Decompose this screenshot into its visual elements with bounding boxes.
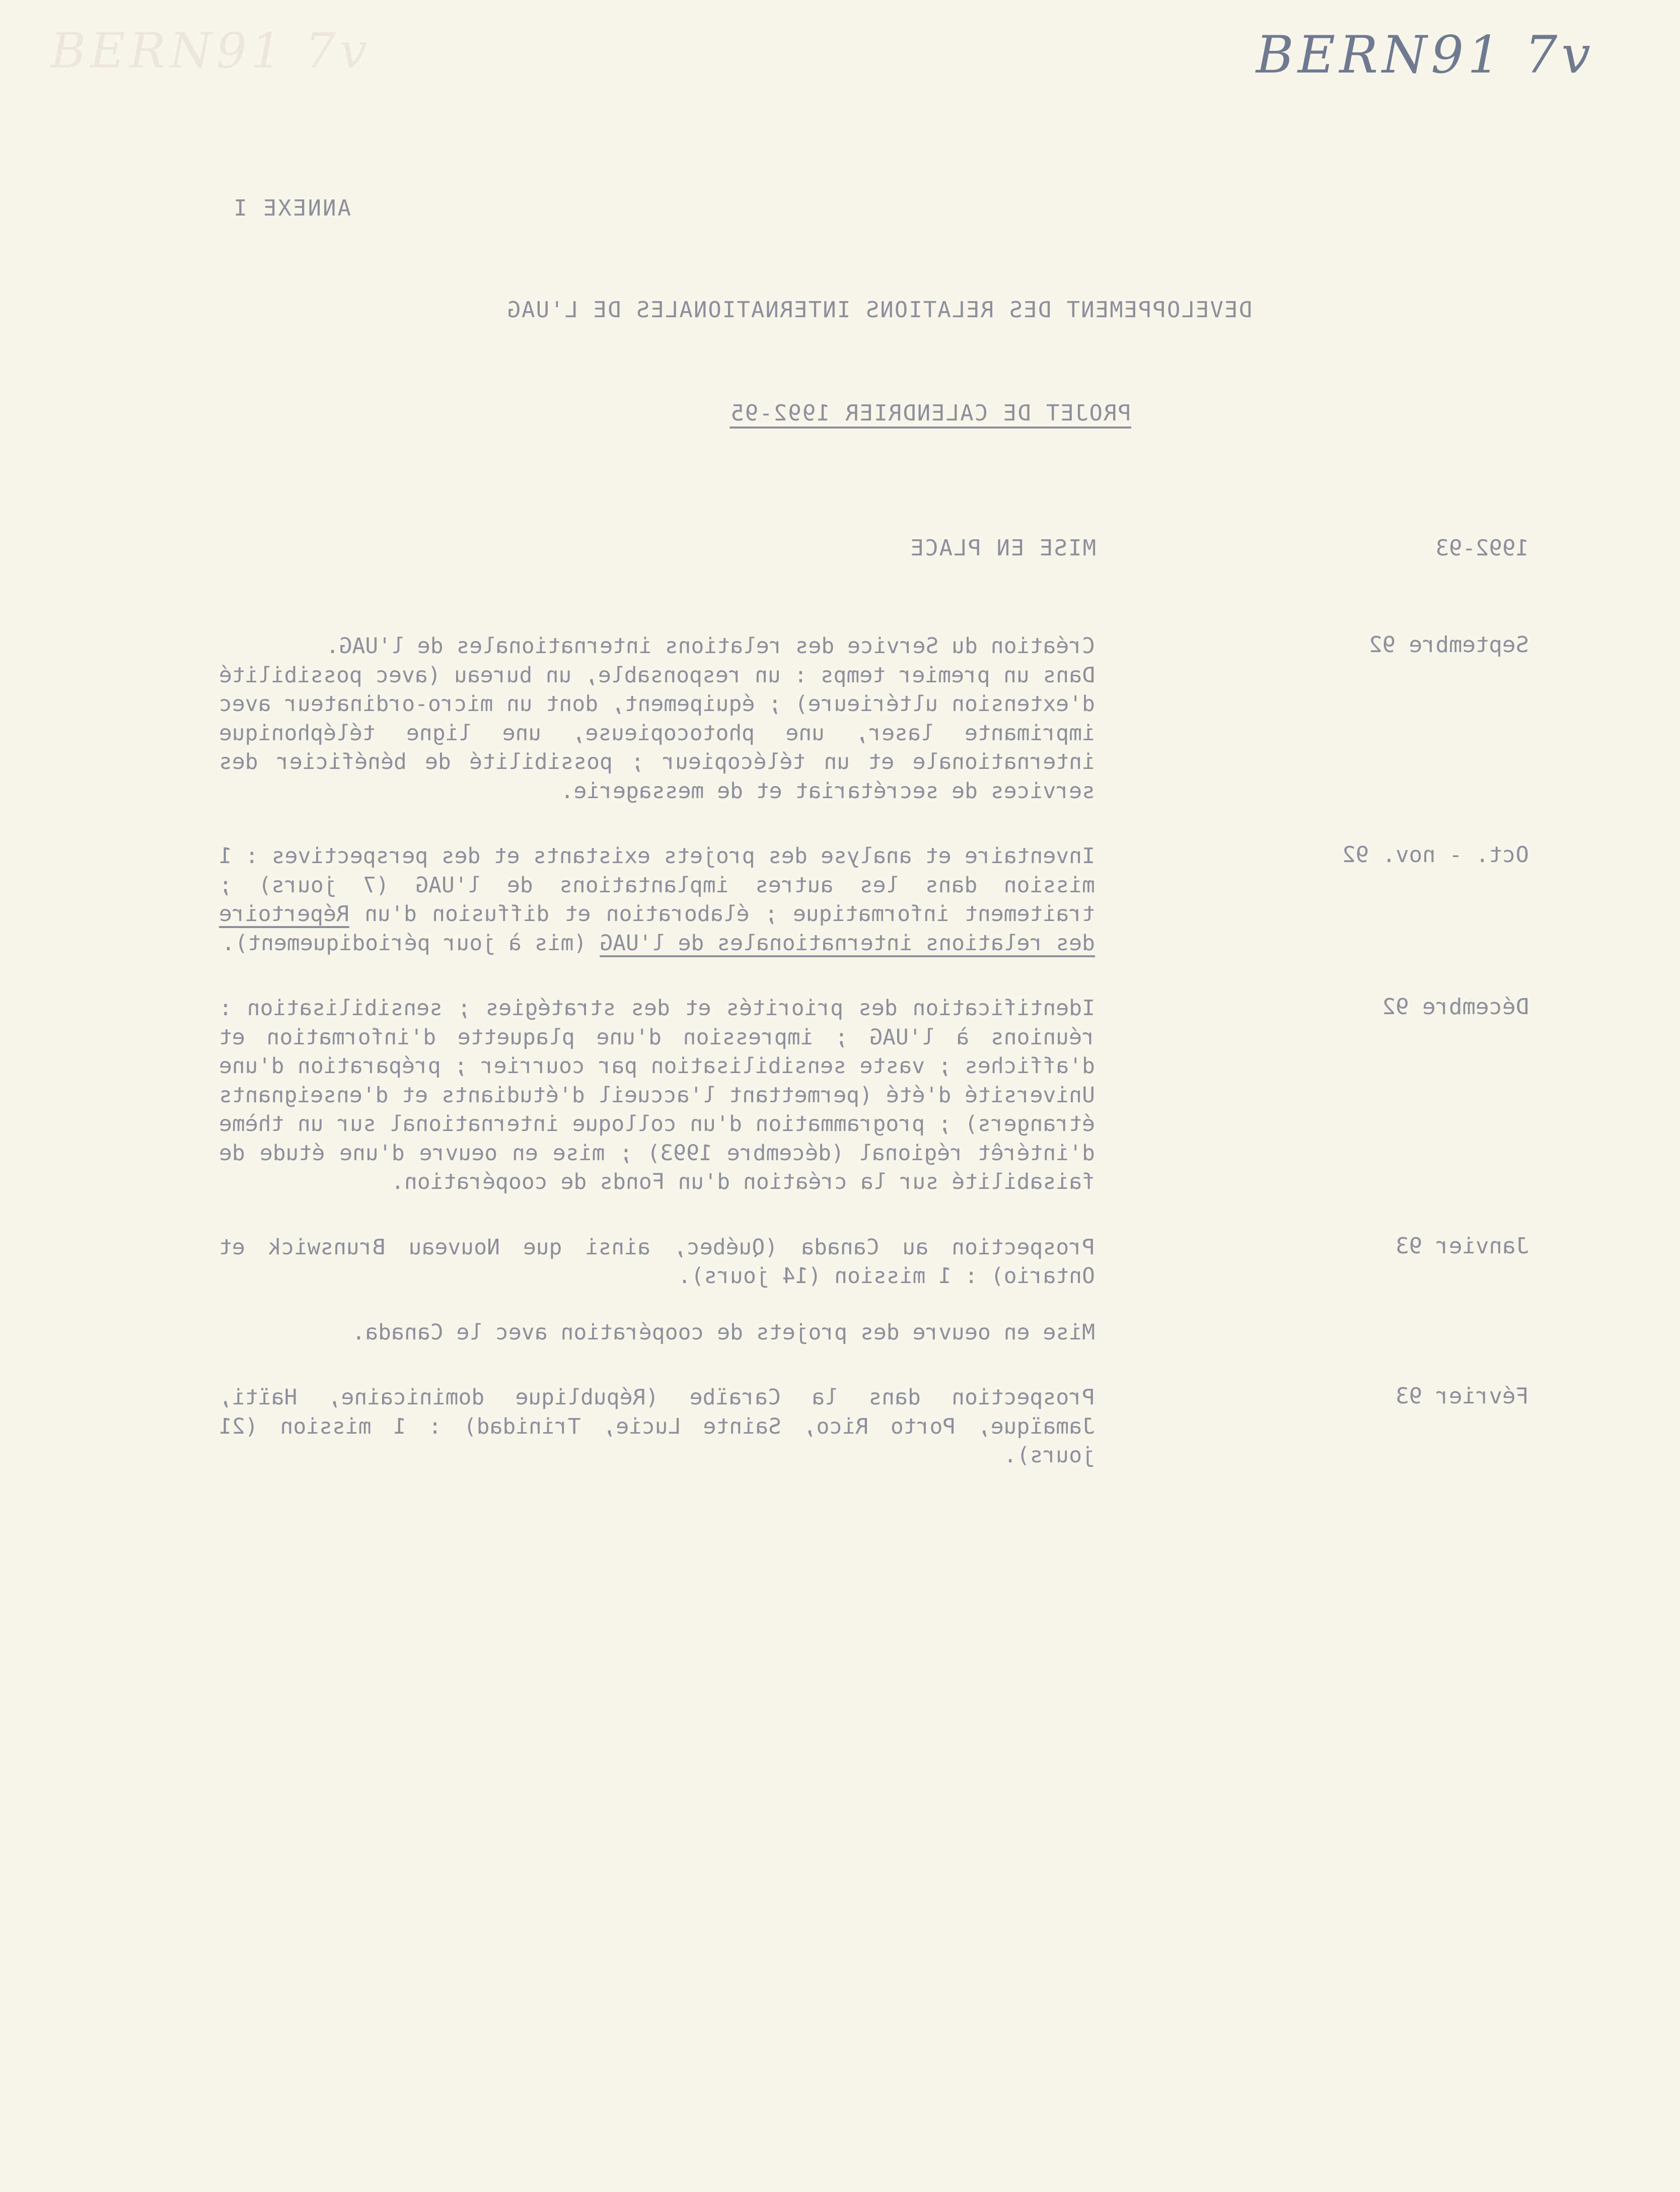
document-title: DEVELOPPEMENT DES RELATIONS INTERNATIONALES DE L'UAG — [506, 297, 1252, 323]
entry-date: Septembre 92 — [1369, 632, 1529, 658]
entry-description — [219, 842, 1095, 958]
bleed-through-mark: BERN91 7v — [50, 23, 371, 79]
entry-paragraph: Mise en oeuvre des projets de coopération avec le Canada. — [352, 1319, 1095, 1345]
entry-description — [219, 1233, 1095, 1291]
entry-date: Oct. - nov. 92 — [1342, 842, 1529, 868]
entry-paragraph: Inventaire et analyse des projets existants et des perspectives : 1 mission dans les autres implantations de l'UAG (7 jours) ; traitement informatique ; élaboration et diffusion d'un Répertoire des relations internationales de l'UAG (mis à jour périodiquement). — [219, 843, 1095, 956]
section-year: 1992-93 — [1435, 535, 1529, 561]
entry-description — [219, 632, 1095, 806]
calendar-entry — [119, 842, 1529, 958]
entry-paragraph: Création du Service des relations internationales de l'UAG. — [326, 633, 1095, 659]
entry-date: Février 93 — [1396, 1383, 1529, 1409]
calendar-entries — [119, 632, 1529, 1507]
entry-description — [219, 1318, 1095, 1348]
entry-description — [219, 994, 1095, 1197]
calendar-entry — [119, 1383, 1529, 1470]
entry-paragraph: Prospection au Canada (Québec, ainsi que Nouveau Brunswick et Ontario) : 1 mission (14 jours). — [219, 1234, 1095, 1289]
underlined-title: Répertoire des relations internationales de l'UAG — [219, 901, 1095, 956]
entry-description — [219, 1383, 1095, 1470]
entry-paragraph: Prospection dans la Caraïbe (République dominicaine, Haïti, Jamaïque, Porto Rico, Sainte Lucie, Trinidad) : 1 mission (21 jours). — [219, 1385, 1095, 1468]
entry-paragraph: Identification des priorités et des stratégies ; sensibilisation : réunions à l'UAG ; impression d'une plaquette d'information et d'affiches ; vaste sensibilisation par courrier ; préparation d'une Université d'été (permettant l'accueil d'étudiants et d'enseignants étrangers) ; programmation d'un colloque international sur un thème d'intérêt régional (décembre 1993) ; mise en oeuvre d'une étude de faisabilité sur la création d'un Fonds de coopération. — [219, 996, 1095, 1194]
handwritten-note: BERN91 7v — [1256, 25, 1594, 85]
calendar-entry — [119, 994, 1529, 1197]
entry-date: Janvier 93 — [1396, 1233, 1529, 1259]
calendar-entry — [119, 1233, 1529, 1291]
document-subtitle: PROJET DE CALENDRIER 1992-95 — [729, 400, 1131, 426]
entry-date: Décembre 92 — [1382, 994, 1529, 1020]
calendar-entry — [119, 1318, 1529, 1348]
entry-paragraph: Dans un premier temps : un responsable, un bureau (avec possibilité d'extension ultérieure) ; équipement, dont un micro-ordinateur avec imprimante laser, une photocopieuse, une ligne téléphonique internationale et un télécopieur ; possibilité de bénéficier des services de secrétariat et de messagerie. — [219, 662, 1095, 804]
annex-label: ANNEXE I — [232, 195, 351, 221]
section-title: MISE EN PLACE — [909, 535, 1096, 561]
calendar-entry — [119, 632, 1529, 806]
